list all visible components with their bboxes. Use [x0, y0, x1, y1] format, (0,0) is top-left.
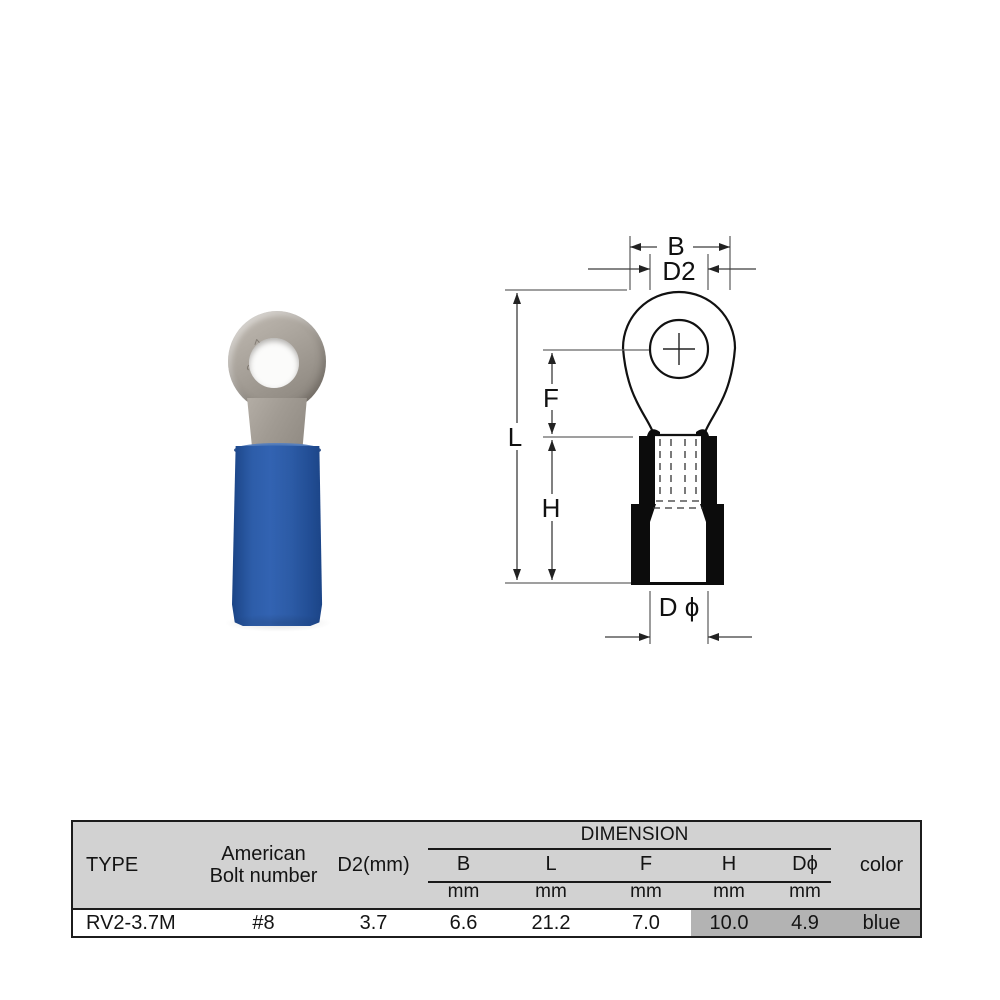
label-d2: D2: [662, 256, 696, 286]
dimension-sublabels: [426, 848, 843, 881]
dimension-underline-top: [428, 848, 831, 850]
label-l: L: [507, 422, 523, 452]
header-col-l: L: [545, 853, 557, 875]
header-dimension: DIMENSION: [580, 824, 689, 845]
dimension-f: [539, 353, 565, 434]
dimension-h: [538, 440, 566, 580]
lower-barrel-section: [631, 504, 724, 585]
dimension-units: [426, 881, 843, 908]
unit-l: mm: [535, 881, 567, 902]
unit-f: mm: [630, 881, 662, 902]
dimension-d2: [588, 256, 756, 286]
cell-b: 6.6: [449, 911, 478, 934]
header-col-b: B: [456, 853, 471, 875]
technical-diagram: [490, 228, 790, 653]
photo-ring-hole: [249, 338, 299, 388]
dimension-underline-bottom: [428, 881, 831, 883]
cell-type: RV2-3.7M: [86, 911, 176, 934]
cell-bolt: #8: [252, 911, 275, 934]
dimension-dphi: [605, 592, 752, 641]
header-d2: D2(mm): [337, 853, 410, 876]
spec-table: [71, 820, 922, 938]
label-h: H: [541, 493, 561, 523]
terminal-outline: [623, 292, 735, 435]
cell-dphi: 4.9: [767, 910, 843, 936]
header-bolt-line1: American: [221, 842, 306, 865]
table-row: [73, 908, 920, 936]
label-b: B: [667, 231, 685, 261]
header-color: color: [859, 853, 904, 876]
cell-d2: 3.7: [359, 911, 388, 934]
cell-color: blue: [843, 910, 920, 936]
upper-barrel-section: [639, 429, 717, 504]
cell-f: 7.0: [632, 911, 660, 934]
spec-table-header: [73, 822, 920, 908]
label-f: F: [543, 383, 559, 413]
header-col-h: H: [721, 853, 737, 875]
unit-b: mm: [447, 881, 480, 902]
unit-dphi: mm: [789, 881, 821, 902]
photo-blue-sleeve: [232, 446, 323, 626]
header-col-f: F: [639, 853, 653, 875]
header-dimension-group: [426, 822, 843, 908]
label-dphi: D ϕ: [658, 592, 700, 622]
photo-shadow: [224, 614, 332, 632]
cell-l: 21.2: [531, 911, 571, 934]
unit-h: mm: [713, 881, 745, 902]
header-col-dphi: Dϕ: [792, 853, 818, 875]
dimension-l: [503, 293, 530, 580]
header-bolt-number: [206, 822, 321, 908]
cell-h: 10.0: [691, 910, 767, 936]
header-bolt-line2: Bolt number: [209, 865, 318, 887]
header-type: TYPE: [86, 853, 139, 876]
